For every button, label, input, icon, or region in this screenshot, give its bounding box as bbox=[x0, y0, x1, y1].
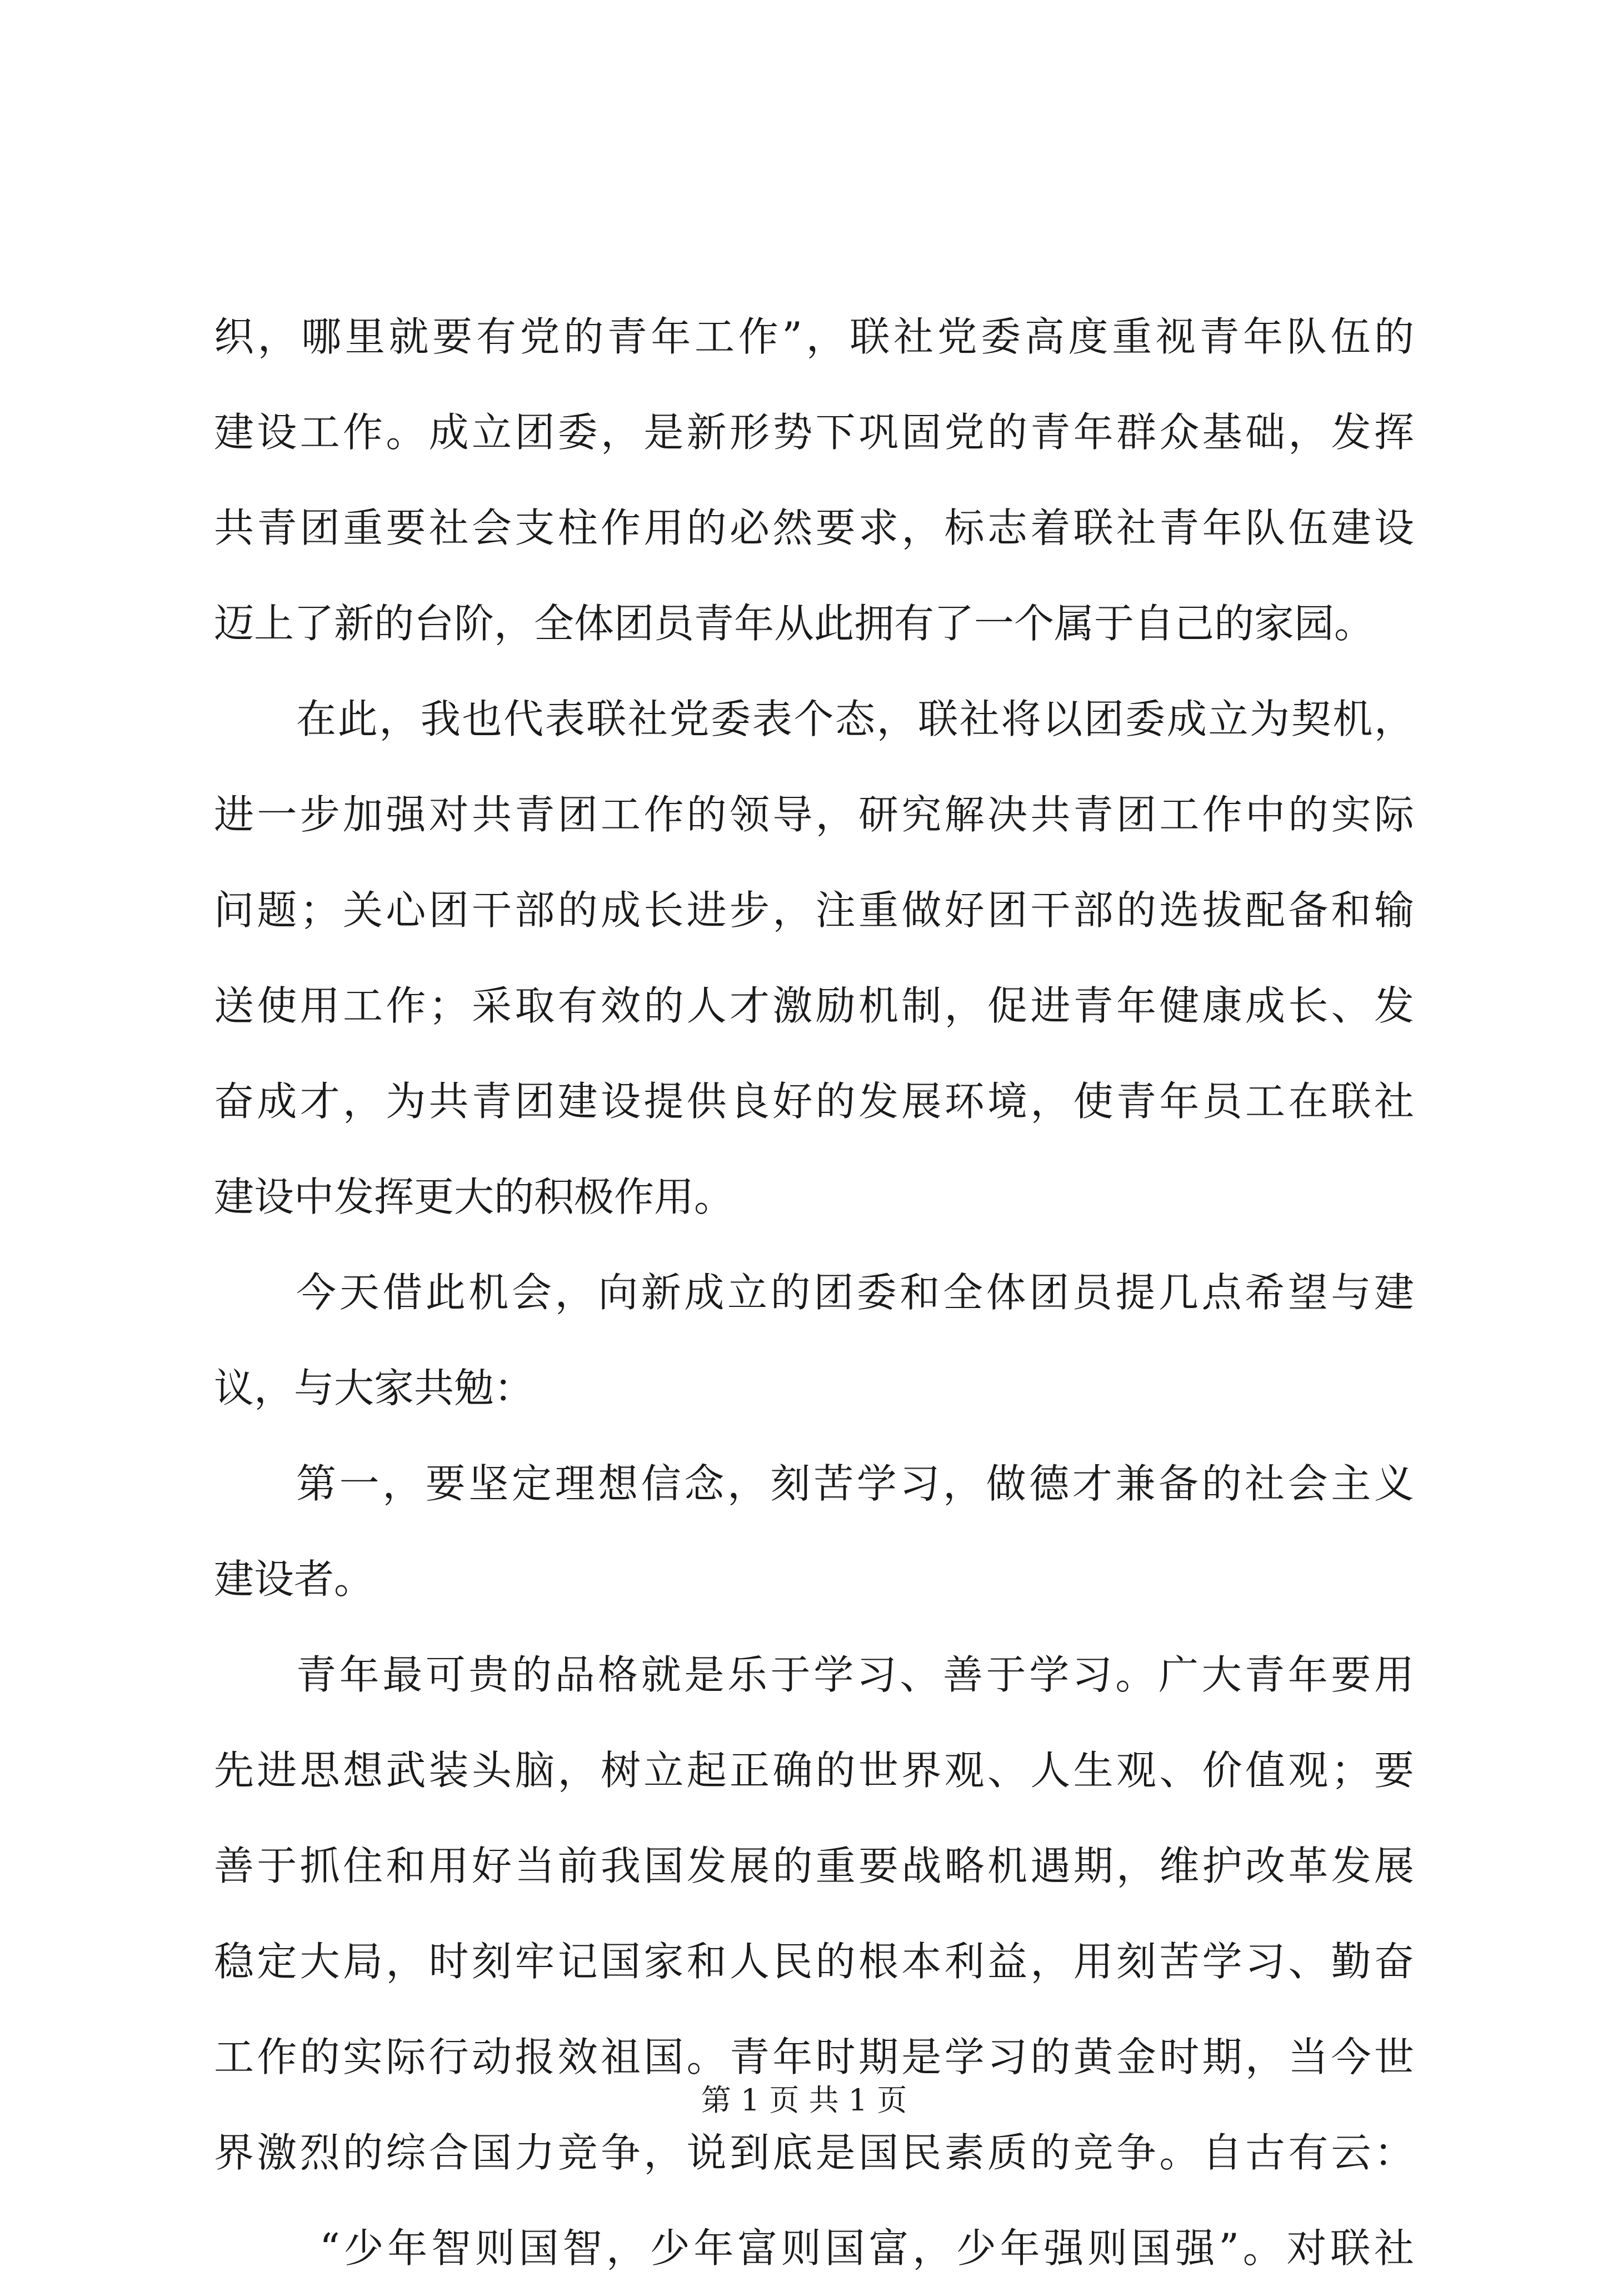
text-line: “少年智则国智，少年富则国富，少年强则国强”。对联社 bbox=[319, 2225, 1414, 2272]
text-line: 奋成才，为共青团建设提供良好的发展环境，使青年员工在联社 bbox=[214, 1078, 1414, 1125]
document-body bbox=[214, 289, 1414, 2296]
text-line: 共青团重要社会支柱作用的必然要求，标志着联社青年队伍建设 bbox=[214, 505, 1414, 551]
text-line: 织，哪里就要有党的青年工作”，联社党委高度重视青年队伍的 bbox=[214, 313, 1414, 360]
paragraph bbox=[214, 289, 1414, 671]
text-line: 建设者。 bbox=[214, 1556, 374, 1603]
text-line: 问题；关心团干部的成长进步，注重做好团干部的选拔配备和输 bbox=[214, 887, 1414, 934]
paragraph bbox=[214, 1245, 1414, 1436]
text-line: 建设中发挥更大的积极作用。 bbox=[214, 1174, 735, 1220]
text-line: 今天借此机会，向新成立的团委和全体团员提几点希望与建 bbox=[296, 1269, 1414, 1316]
paragraph bbox=[214, 671, 1414, 1245]
paragraph bbox=[214, 1436, 1414, 1627]
text-line: 第一，要坚定理想信念，刻苦学习，做德才兼备的社会主义 bbox=[296, 1460, 1414, 1507]
text-line: 建设工作。成立团委，是新形势下巩固党的青年群众基础，发挥 bbox=[214, 409, 1414, 456]
text-line: 善于抓住和用好当前我国发展的重要战略机遇期，维护改革发展 bbox=[214, 1843, 1414, 1889]
page-number: 第 1 页 共 1 页 bbox=[701, 2083, 907, 2118]
text-line: 稳定大局，时刻牢记国家和人民的根本利益，用刻苦学习、勤奋 bbox=[214, 1938, 1414, 1985]
text-line: 议，与大家共勉： bbox=[214, 1365, 535, 1411]
text-line: 工作的实际行动报效祖国。青年时期是学习的黄金时期，当今世 bbox=[214, 2034, 1414, 2080]
text-line: 进一步加强对共青团工作的领导，研究解决共青团工作中的实际 bbox=[214, 791, 1414, 838]
text-line: 青年最可贵的品格就是乐于学习、善于学习。广大青年要用 bbox=[296, 1651, 1414, 1698]
text-line: 迈上了新的台阶，全体团员青年从此拥有了一个属于自己的家园。 bbox=[214, 600, 1375, 647]
text-line: 送使用工作；采取有效的人才激励机制，促进青年健康成长、发 bbox=[214, 982, 1414, 1029]
page-footer bbox=[0, 2078, 1608, 2123]
text-line: 界激烈的综合国力竞争，说到底是国民素质的竞争。自古有云： bbox=[214, 2129, 1414, 2176]
text-line: 在此，我也代表联社党委表个态，联社将以团委成立为契机， bbox=[296, 696, 1414, 742]
paragraph bbox=[214, 1627, 1414, 2296]
text-line: 先进思想武装头脑，树立起正确的世界观、人生观、价值观；要 bbox=[214, 1747, 1414, 1794]
